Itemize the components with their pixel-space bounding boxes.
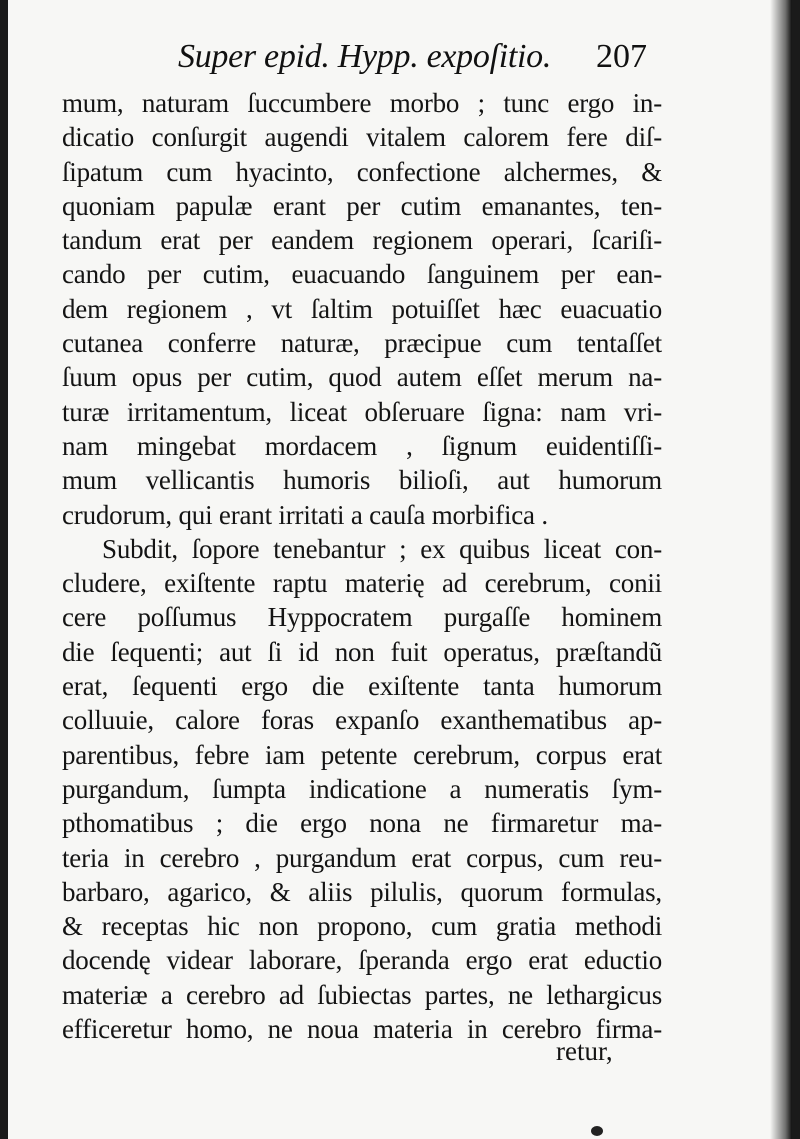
ink-speck	[591, 1126, 603, 1136]
text-line: purgandum, ſumpta indicatione a numeratis ſym-	[62, 773, 662, 804]
text-line: cando per cutim, euacuando ſanguinem per ean-	[62, 259, 662, 290]
text-line: tandum erat per eandem regionem operari, ſcariſi-	[62, 225, 662, 256]
text-line: dicatio conſurgit augendi vitalem calorem fere diſ-	[62, 122, 662, 153]
page-edge-shadow	[770, 0, 792, 1139]
text-line: mum vellicantis humoris bilioſi, aut humorum	[62, 465, 662, 496]
book-page	[8, 0, 792, 1139]
text-line: turæ irritamentum, liceat obſeruare ſigna: nam vri-	[62, 396, 662, 427]
catchword: retur,	[556, 1036, 613, 1066]
text-line: erat, ſequenti ergo die exiſtente tanta humorum	[62, 671, 662, 702]
text-line: dem regionem , vt ſaltim potuiſſet hæc euacuatio	[62, 293, 662, 324]
text-line: cutanea conferre naturæ, præcipue cum tentaſſet	[62, 328, 662, 359]
text-line: quoniam papulæ erant per cutim emanantes, ten-	[62, 190, 662, 221]
running-title: Super epid. Hypp. expoſitio.	[178, 38, 552, 75]
text-line: colluuie, calore foras expanſo exanthematibus ap-	[62, 705, 662, 736]
text-line: ſipatum cum hyacinto, confectione alchermes, &	[62, 156, 662, 187]
text-line: & receptas hic non propono, cum gratia methodi	[62, 911, 662, 942]
text-line: barbaro, agarico, & aliis pilulis, quorum formulas,	[62, 876, 662, 907]
text-line: cludere, exiſtente raptu materię ad cerebrum, conii	[62, 568, 662, 599]
page-number: 207	[596, 38, 647, 75]
text-line: efficeretur homo, ne noua materia in cerebro firma-	[62, 1014, 662, 1045]
text-line: nam mingebat mordacem , ſignum euidentiſſi-	[62, 430, 662, 461]
text-line: cere poſſumus Hyppocratem purgaſſe hominem	[62, 602, 662, 633]
text-line: mum, naturam ſuccumbere morbo ; tunc ergo in-	[62, 88, 662, 118]
text-line: pthomatibus ; die ergo nona ne firmaretur ma-	[62, 808, 662, 839]
text-line: docendę videar laborare, ſperanda ergo erat eductio	[62, 945, 662, 976]
text-line: materiæ a cerebro ad ſubiectas partes, ne lethargicus	[62, 979, 662, 1010]
body-text	[62, 86, 662, 1046]
text-line: teria in cerebro , purgandum erat corpus, cum reu-	[62, 842, 662, 873]
text-line: ſuum opus per cutim, quod autem eſſet merum na-	[62, 362, 662, 393]
text-line: Subdit, ſopore tenebantur ; ex quibus liceat con-	[102, 533, 662, 564]
text-line: parentibus, febre iam petente cerebrum, corpus erat	[62, 739, 662, 770]
text-line: crudorum, qui erant irritati a cauſa morbifica .	[62, 499, 548, 530]
running-head	[8, 38, 792, 88]
text-line: die ſequenti; aut ſi id non fuit operatus, præſtandũ	[62, 636, 662, 667]
